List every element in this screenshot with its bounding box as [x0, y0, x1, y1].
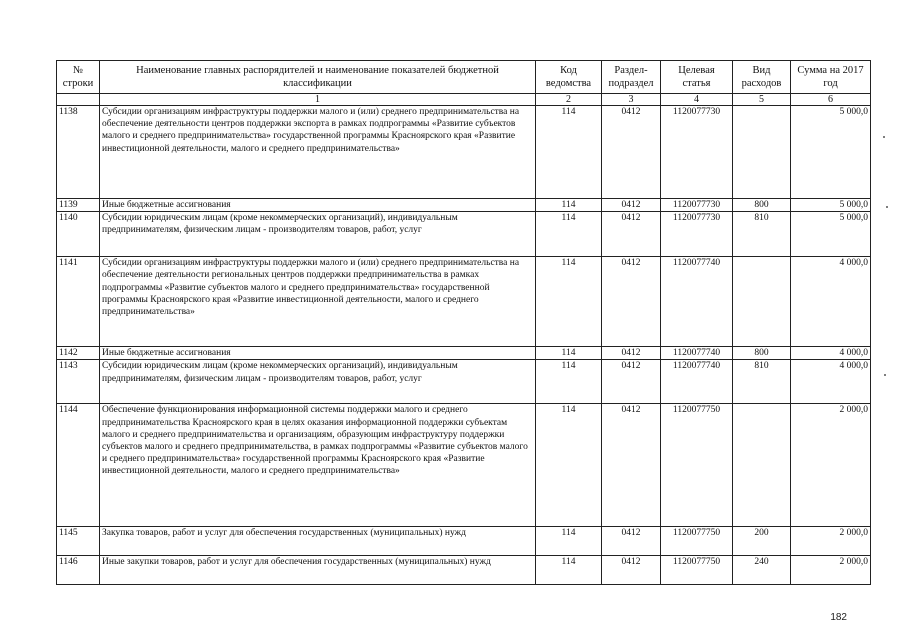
row-target-item: 1120077730	[661, 212, 733, 257]
header-amount: Сумма на 2017 год	[791, 61, 871, 94]
row-name: Субсидии организациям инфраструктуры поддержки малого и (или) среднего предпринимательства на обеспечение деятельности центров поддержки экспорта в рамках подпрограммы «Развитие субъектов малого и среднего предпринимательства» государственной программы Красноярского края «Развитие инвестиционной деятельности, малого и среднего предпринимательства»	[100, 106, 536, 199]
table-row	[57, 347, 871, 360]
row-name: Иные бюджетные ассигнования	[100, 347, 536, 360]
table-row	[57, 527, 871, 556]
row-dept-code: 114	[536, 257, 602, 347]
row-section: 0412	[602, 527, 661, 556]
row-amount: 2 000,0	[791, 527, 871, 556]
row-amount: 5 000,0	[791, 106, 871, 199]
row-amount: 2 000,0	[791, 404, 871, 527]
row-amount: 5 000,0	[791, 212, 871, 257]
column-number-row	[57, 94, 871, 106]
row-expense-type: 800	[733, 199, 791, 212]
row-section: 0412	[602, 257, 661, 347]
row-section: 0412	[602, 106, 661, 199]
row-dept-code: 114	[536, 527, 602, 556]
row-target-item: 1120077750	[661, 527, 733, 556]
scan-speck	[883, 136, 885, 138]
table-row	[57, 257, 871, 347]
table-row	[57, 404, 871, 527]
row-dept-code: 114	[536, 404, 602, 527]
row-section: 0412	[602, 360, 661, 404]
row-section: 0412	[602, 347, 661, 360]
header-row-no: № строки	[57, 61, 100, 94]
row-expense-type: 800	[733, 347, 791, 360]
row-number: 1139	[57, 199, 100, 212]
header-section: Раздел-подраздел	[602, 61, 661, 94]
row-number: 1143	[57, 360, 100, 404]
row-section: 0412	[602, 556, 661, 585]
row-number: 1140	[57, 212, 100, 257]
row-expense-type	[733, 404, 791, 527]
row-number: 1145	[57, 527, 100, 556]
column-number: 5	[733, 94, 791, 106]
row-amount: 4 000,0	[791, 360, 871, 404]
row-expense-type: 200	[733, 527, 791, 556]
row-name: Иные закупки товаров, работ и услуг для обеспечения государственных (муниципальных) нужд	[100, 556, 536, 585]
table-row	[57, 212, 871, 257]
row-amount: 2 000,0	[791, 556, 871, 585]
table-row	[57, 199, 871, 212]
column-number: 6	[791, 94, 871, 106]
row-amount: 4 000,0	[791, 257, 871, 347]
row-expense-type	[733, 257, 791, 347]
row-name: Субсидии юридическим лицам (кроме некоммерческих организаций), индивидуальным предпринимателям, физическим лицам - производителям товаров, работ, услуг	[100, 212, 536, 257]
budget-table	[56, 60, 871, 585]
row-expense-type: 810	[733, 212, 791, 257]
column-number: 3	[602, 94, 661, 106]
row-number: 1138	[57, 106, 100, 199]
row-name: Закупка товаров, работ и услуг для обеспечения государственных (муниципальных) нужд	[100, 527, 536, 556]
header-dept-code: Код ведомства	[536, 61, 602, 94]
row-section: 0412	[602, 212, 661, 257]
row-amount: 5 000,0	[791, 199, 871, 212]
row-name: Субсидии организациям инфраструктуры поддержки малого и (или) среднего предпринимательства на обеспечение деятельности региональных центров поддержки предпринимательства в рамках подпрограммы «Развитие субъектов малого и среднего предпринимательства» государственной программы Красноярского края «Развитие инвестиционной деятельности, малого и среднего предпринимательства»	[100, 257, 536, 347]
header-target-item: Целевая статья	[661, 61, 733, 94]
table-row	[57, 556, 871, 585]
row-target-item: 1120077730	[661, 106, 733, 199]
scan-speck	[884, 374, 886, 376]
row-dept-code: 114	[536, 199, 602, 212]
row-name: Субсидии юридическим лицам (кроме некоммерческих организаций), индивидуальным предпринимателям, физическим лицам - производителям товаров, работ, услуг	[100, 360, 536, 404]
column-number: 1	[100, 94, 536, 106]
row-target-item: 1120077740	[661, 360, 733, 404]
row-name: Обеспечение функционирования информационной системы поддержки малого и среднего предпринимательства Красноярского края в целях оказания информационной поддержки субъектам малого и среднего предпринимательства и организациям, образующим инфраструктуру поддержки субъектов малого и среднего предпринимательства, в рамках подпрограммы «Развитие субъектов малого и среднего предпринимательства» государственной программы Красноярского края «Развитие инвестиционной деятельности, малого и среднего предпринимательства»	[100, 404, 536, 527]
row-amount: 4 000,0	[791, 347, 871, 360]
row-target-item: 1120077750	[661, 556, 733, 585]
header-name: Наименование главных распорядителей и наименование показателей бюджетной классификации	[100, 61, 536, 94]
row-number: 1144	[57, 404, 100, 527]
column-number: 4	[661, 94, 733, 106]
row-section: 0412	[602, 199, 661, 212]
header-expense-type: Вид расходов	[733, 61, 791, 94]
row-number: 1142	[57, 347, 100, 360]
row-number: 1146	[57, 556, 100, 585]
row-section: 0412	[602, 404, 661, 527]
row-expense-type: 810	[733, 360, 791, 404]
row-target-item: 1120077750	[661, 404, 733, 527]
row-dept-code: 114	[536, 212, 602, 257]
page-number: 182	[830, 612, 847, 623]
row-target-item: 1120077730	[661, 199, 733, 212]
scan-speck	[886, 206, 888, 208]
row-dept-code: 114	[536, 106, 602, 199]
column-number: 2	[536, 94, 602, 106]
row-target-item: 1120077740	[661, 347, 733, 360]
row-dept-code: 114	[536, 556, 602, 585]
row-expense-type: 240	[733, 556, 791, 585]
row-name: Иные бюджетные ассигнования	[100, 199, 536, 212]
table-row	[57, 360, 871, 404]
column-number	[57, 94, 100, 106]
header-row	[57, 61, 871, 94]
row-expense-type	[733, 106, 791, 199]
row-number: 1141	[57, 257, 100, 347]
row-dept-code: 114	[536, 347, 602, 360]
row-target-item: 1120077740	[661, 257, 733, 347]
row-dept-code: 114	[536, 360, 602, 404]
table-row	[57, 106, 871, 199]
